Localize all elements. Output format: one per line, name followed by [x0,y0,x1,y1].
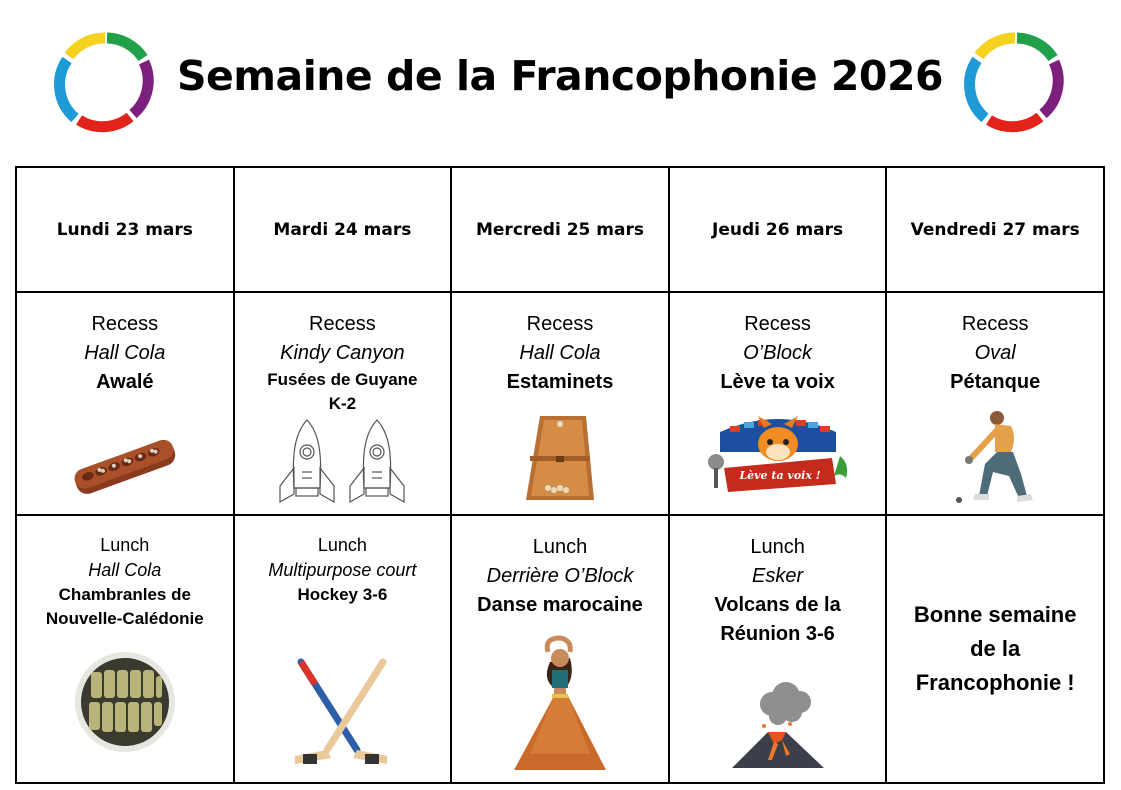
period-label: Recess [309,313,376,335]
activity-label-line2: Réunion 3-6 [720,623,835,645]
location-label: Oval [974,342,1016,364]
francophonie-logo-left [47,26,159,138]
lunch-cell-tuesday [234,515,452,783]
activity-label: Hockey 3-6 [297,585,388,604]
lunch-cell-wednesday [451,515,669,783]
lunch-cell-monday [16,515,234,783]
day-header: Jeudi 26 mars [669,167,887,292]
location-label: Kindy Canyon [280,342,405,364]
carved-panels-icon [73,650,177,754]
recess-cell-friday [886,292,1104,515]
hockey-sticks-icon [287,656,397,772]
dancer-icon [510,634,610,776]
closing-message [887,516,1103,782]
estaminet-board-icon [520,412,600,504]
period-label: Recess [744,313,811,335]
rocket-icon [272,416,412,506]
location-label: Multipurpose court [268,560,417,580]
schedule-table [15,166,1105,784]
recess-cell-thursday [669,292,887,515]
leve-ta-voix-logo [700,412,856,498]
closing-line: Bonne semaine [913,602,1077,627]
recess-cell-wednesday [451,292,669,515]
logo-text: Lève ta voix ! [739,469,821,482]
period-label: Recess [91,313,159,335]
closing-line: Francophonie ! [915,670,1075,695]
location-label: Hall Cola [84,342,166,364]
period-label: Recess [961,313,1029,335]
day-header: Mercredi 25 mars [451,167,669,292]
period-label: Lunch [317,535,367,555]
period-label: Lunch [750,536,805,558]
location-label: Esker [752,565,804,587]
lunch-row [16,515,1104,783]
period-label: Lunch [100,535,150,555]
activity-label: Pétanque [950,371,1041,393]
activity-label: Fusées de Guyane [267,370,418,389]
location-label: Derrière O’Block [486,565,634,587]
activity-label: Estaminets [506,371,614,393]
activity-label: Volcans de la [714,594,841,616]
location-label: Hall Cola [519,342,601,364]
activity-label: Lève ta voix [720,371,835,393]
awale-board-icon [69,432,181,502]
activity-label-line2: Nouvelle-Calédonie [45,609,204,628]
day-header: Lundi 23 mars [16,167,234,292]
day-header: Vendredi 27 mars [886,167,1104,292]
day-header-row [16,167,1104,292]
closing-line: de la [970,636,1021,661]
francophonie-logo-right [957,26,1069,138]
lunch-cell-thursday [669,515,887,783]
petanque-player-icon [945,408,1045,506]
activity-label: Danse marocaine [477,594,643,616]
location-label: O’Block [743,342,813,364]
activity-label: Chambranles de [58,585,191,604]
recess-cell-monday [16,292,234,515]
recess-row [16,292,1104,515]
location-label: Hall Cola [88,560,162,580]
period-label: Lunch [532,536,588,558]
page-title: Semaine de la Francophonie 2026 [176,52,944,100]
activity-label: Awalé [96,371,154,393]
recess-cell-tuesday [234,292,452,515]
lunch-cell-friday [886,515,1104,783]
volcano-icon [728,680,828,772]
grade-label: K-2 [328,394,357,413]
period-label: Recess [526,313,594,335]
day-header: Mardi 24 mars [234,167,452,292]
